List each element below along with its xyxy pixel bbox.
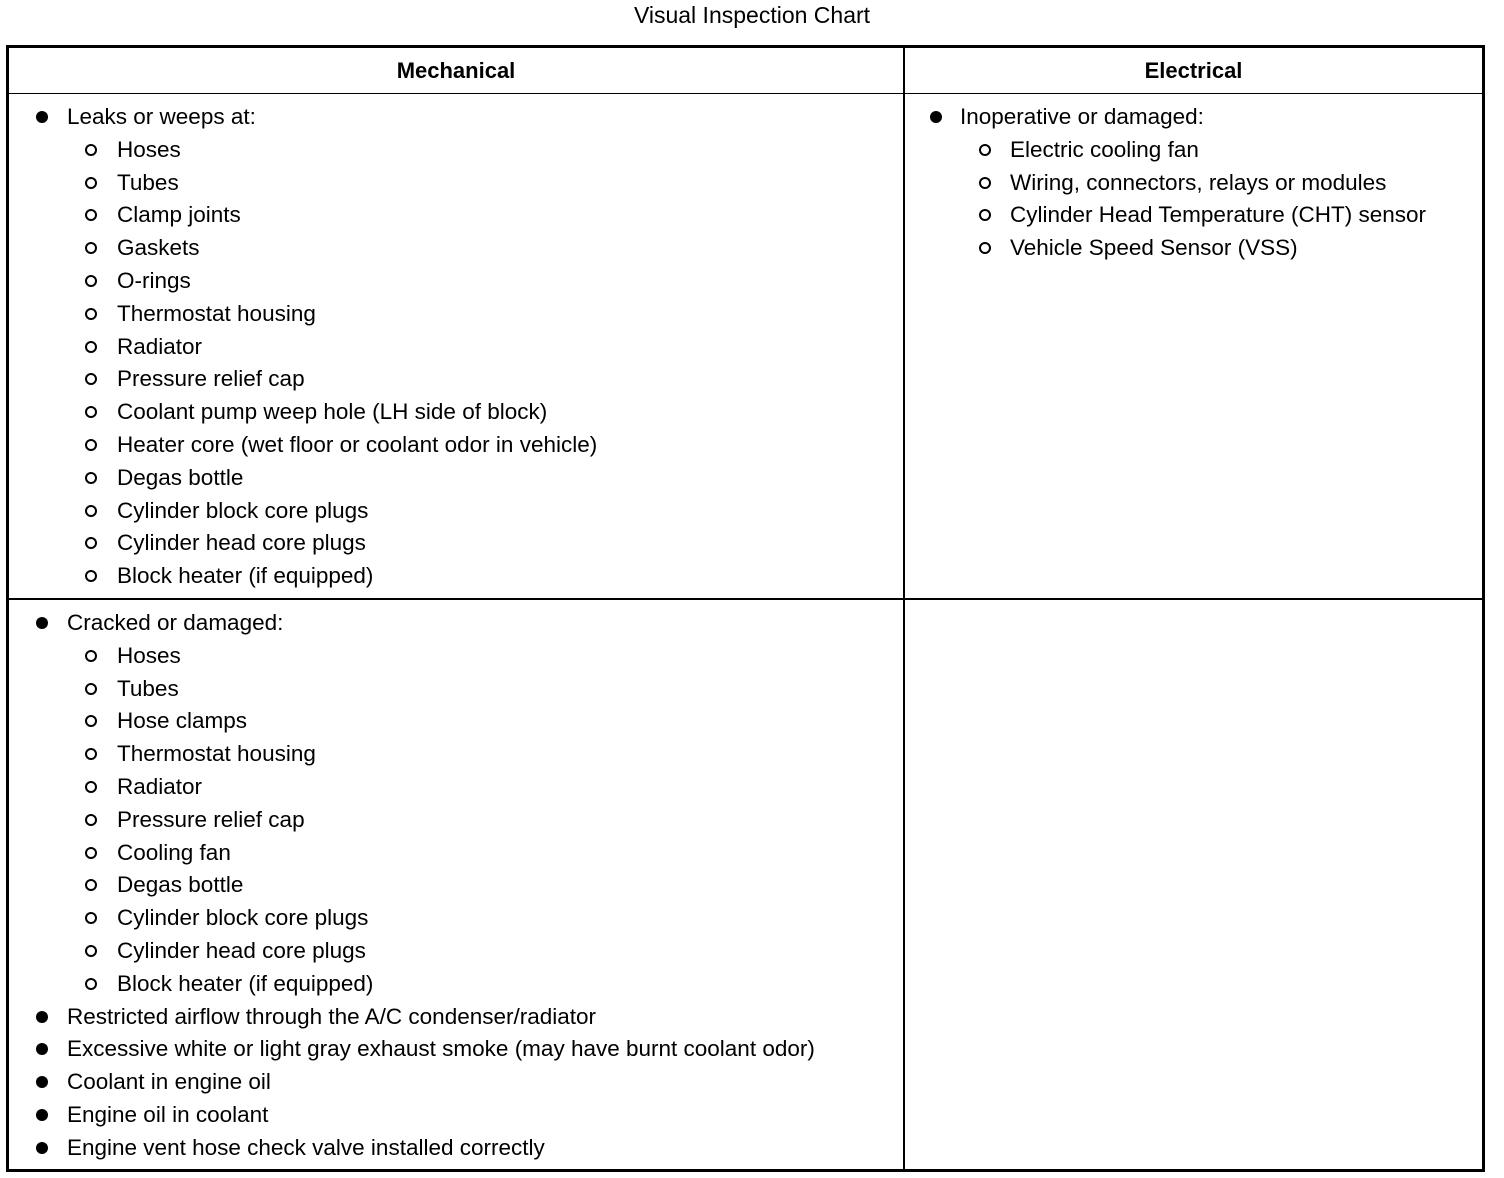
list-item <box>9 101 903 134</box>
list-item <box>905 232 1482 265</box>
list-item-label: Coolant pump weep hole (LH side of block) <box>117 399 548 425</box>
hollow-bullet-icon <box>85 341 97 353</box>
list-item <box>9 935 903 968</box>
list-item-label: Tubes <box>117 169 179 195</box>
list-item <box>9 738 903 771</box>
filled-bullet-icon <box>36 1011 48 1023</box>
list-item <box>9 804 903 837</box>
hollow-bullet-icon <box>85 650 97 662</box>
list-item-label: Hoses <box>117 136 181 162</box>
list-item <box>9 134 903 167</box>
electrical-empty-cell <box>905 600 1482 1169</box>
hollow-bullet-icon <box>85 373 97 385</box>
list-item <box>9 705 903 738</box>
list-item-label: Cylinder block core plugs <box>117 497 369 523</box>
hollow-bullet-icon <box>85 945 97 957</box>
list-item <box>9 232 903 265</box>
list-item <box>9 265 903 298</box>
list-item <box>9 167 903 200</box>
list-item-label: Cylinder Head Temperature (CHT) sensor <box>1010 202 1426 228</box>
list-item-label: Restricted airflow through the A/C condenser/radiator <box>67 1003 597 1029</box>
list-item <box>905 101 1482 134</box>
inspection-table <box>6 45 1485 1172</box>
electrical-inoperative-cell <box>905 94 1482 600</box>
list-item-label: Degas bottle <box>117 464 244 490</box>
list-item <box>9 495 903 528</box>
list-item-label: Thermostat housing <box>117 741 316 767</box>
list-item-label: Hose clamps <box>117 708 248 734</box>
filled-bullet-icon <box>930 111 942 123</box>
list-item <box>9 1001 903 1034</box>
list-item <box>9 640 903 673</box>
hollow-bullet-icon <box>979 242 991 254</box>
hollow-bullet-icon <box>85 978 97 990</box>
list-item-label: Gaskets <box>117 235 200 261</box>
list-item <box>9 527 903 560</box>
list-item-label: Pressure relief cap <box>117 806 305 832</box>
list-item <box>9 869 903 902</box>
hollow-bullet-icon <box>85 275 97 287</box>
hollow-bullet-icon <box>85 177 97 189</box>
hollow-bullet-icon <box>85 537 97 549</box>
list-item <box>9 396 903 429</box>
list-item-label: Clamp joints <box>117 202 241 228</box>
list-item <box>9 968 903 1001</box>
list-item-label: Coolant in engine oil <box>67 1069 271 1095</box>
list-item-label: Excessive white or light gray exhaust smoke (may have burnt coolant odor) <box>67 1036 815 1062</box>
hollow-bullet-icon <box>979 177 991 189</box>
list-item-label: Cracked or damaged: <box>67 610 284 635</box>
list-item <box>9 462 903 495</box>
list-item-label: O-rings <box>117 267 191 293</box>
chart-title: Visual Inspection Chart <box>633 2 871 28</box>
list-item <box>905 199 1482 232</box>
list-item-label: Inoperative or damaged: <box>960 104 1204 129</box>
column-header-mechanical: Mechanical <box>9 48 905 94</box>
filled-bullet-icon <box>36 111 48 123</box>
hollow-bullet-icon <box>85 879 97 891</box>
hollow-bullet-icon <box>85 781 97 793</box>
list-item <box>9 607 903 640</box>
list-item <box>9 560 903 593</box>
hollow-bullet-icon <box>85 439 97 451</box>
mechanical-cracked-cell <box>9 600 905 1169</box>
hollow-bullet-icon <box>85 847 97 859</box>
list-item-label: Block heater (if equipped) <box>117 563 374 589</box>
list-item <box>9 363 903 396</box>
hollow-bullet-icon <box>85 505 97 517</box>
filled-bullet-icon <box>36 1142 48 1154</box>
list-item <box>9 331 903 364</box>
list-item-label: Degas bottle <box>117 872 244 898</box>
list-item-label: Heater core (wet floor or coolant odor in vehicle) <box>117 431 598 457</box>
list-item-label: Thermostat housing <box>117 300 316 326</box>
hollow-bullet-icon <box>979 209 991 221</box>
list-item-label: Radiator <box>117 333 203 359</box>
list-item <box>9 1099 903 1132</box>
list-item <box>9 1066 903 1099</box>
list-item <box>9 673 903 706</box>
filled-bullet-icon <box>36 1076 48 1088</box>
list-item <box>9 199 903 232</box>
hollow-bullet-icon <box>85 406 97 418</box>
column-header-electrical: Electrical <box>905 48 1482 94</box>
filled-bullet-icon <box>36 1043 48 1055</box>
mechanical-leaks-cell <box>9 94 905 600</box>
hollow-bullet-icon <box>85 144 97 156</box>
hollow-bullet-icon <box>85 715 97 727</box>
list-item-label: Cylinder head core plugs <box>117 937 366 963</box>
hollow-bullet-icon <box>85 912 97 924</box>
list-item <box>9 298 903 331</box>
hollow-bullet-icon <box>979 144 991 156</box>
hollow-bullet-icon <box>85 472 97 484</box>
list-item <box>905 134 1482 167</box>
hollow-bullet-icon <box>85 570 97 582</box>
list-item <box>9 902 903 935</box>
filled-bullet-icon <box>36 1109 48 1121</box>
list-item-label: Cooling fan <box>117 839 231 865</box>
hollow-bullet-icon <box>85 308 97 320</box>
list-item-label: Electric cooling fan <box>1010 136 1199 162</box>
hollow-bullet-icon <box>85 242 97 254</box>
list-item <box>905 167 1482 200</box>
list-item-label: Engine oil in coolant <box>67 1101 269 1127</box>
list-item-label: Cylinder head core plugs <box>117 530 366 556</box>
hollow-bullet-icon <box>85 748 97 760</box>
list-item <box>9 1033 903 1066</box>
list-item-label: Leaks or weeps at: <box>67 104 256 129</box>
list-item <box>9 771 903 804</box>
list-item-label: Engine vent hose check valve installed correctly <box>67 1134 545 1160</box>
list-item-label: Pressure relief cap <box>117 366 305 392</box>
list-item <box>9 837 903 870</box>
list-item <box>9 429 903 462</box>
list-item-label: Vehicle Speed Sensor (VSS) <box>1010 235 1298 261</box>
filled-bullet-icon <box>36 617 48 629</box>
hollow-bullet-icon <box>85 209 97 221</box>
list-item-label: Radiator <box>117 773 203 799</box>
hollow-bullet-icon <box>85 814 97 826</box>
list-item <box>9 1132 903 1165</box>
list-item-label: Tubes <box>117 675 179 701</box>
list-item-label: Block heater (if equipped) <box>117 970 374 996</box>
list-item-label: Hoses <box>117 642 181 668</box>
list-item-label: Cylinder block core plugs <box>117 905 369 931</box>
hollow-bullet-icon <box>85 683 97 695</box>
list-item-label: Wiring, connectors, relays or modules <box>1010 169 1387 195</box>
